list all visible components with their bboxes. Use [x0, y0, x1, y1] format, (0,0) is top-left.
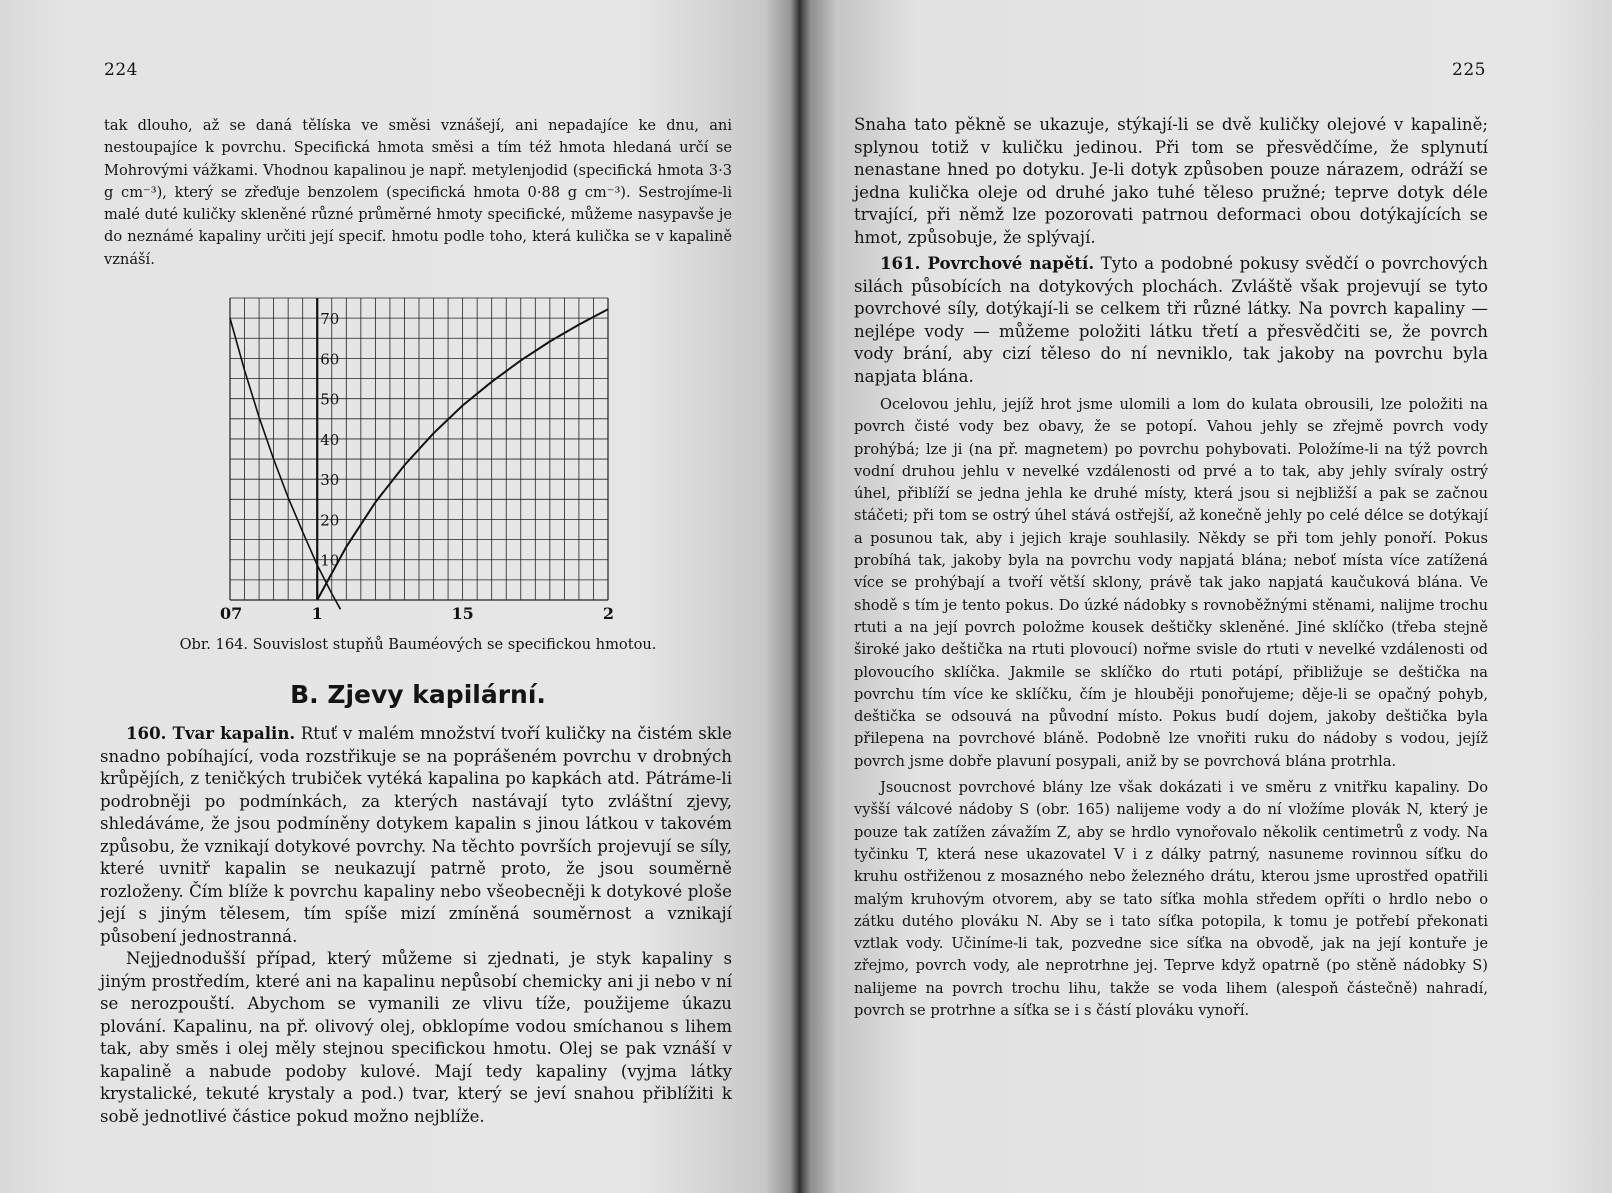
- section-heading: B. Zjevy kapilární.: [290, 680, 546, 709]
- right-page: [804, 0, 1612, 1193]
- y-tick-label: 70: [320, 310, 340, 329]
- x-tick-label: 2: [602, 604, 614, 623]
- paragraph-161: [854, 252, 1488, 388]
- y-tick-label: 60: [320, 350, 340, 369]
- y-tick-label: 50: [320, 390, 340, 409]
- paragraph-160-text-2: Nejjednodušší případ, který můžeme si zjednati, je styk kapaliny s jiným prostředím, které ani na kapalinu nepůsobí chemicky ani ji nebo v ní se nerozpouští. Abychom se vymanili ze vlivu tíže, použijeme úkazu plování. Kapalinu, na př. olivový olej, obklopíme vodou smíchanou s lihem tak, aby směs i olej měly stejnou specifickou hmotu. Olej se pak vznáší v kapalině a nabude podoby kulové. Mají tedy kapaliny (vyjma látky krystalické, tekuté krystaly a pod.) tvar, který se jeví snahou přiblížiti k sobě jednotlivé částice pokud možno nejblíže.: [100, 949, 732, 1126]
- small-print-block: [854, 394, 1488, 1022]
- left-top-paragraph: [104, 115, 732, 271]
- page-number-left: 224: [104, 60, 138, 80]
- x-tick-label: 15: [451, 604, 474, 623]
- y-tick-label: 40: [320, 430, 340, 449]
- x-tick-label: 1: [311, 604, 323, 623]
- figure-164-chart: [216, 280, 636, 640]
- small-paragraph-2: Jsoucnost povrchové blány lze však dokázati i ve směru z vnitřku kapaliny. Do vyšší válcové nádoby S (obr. 165) nalijeme vody a do ní vložíme plovák N, který je pouze tak zatížen závažím Z, aby se hrdlo vynořovalo několik centimetrů z vody. Na tyčinku T, která nese ukazovatel V i z dálky patrný, nasuneme rovinnou síťku do kruhu ostřiženou z mosazného nebo železného drátu, kterou jsme uprostřed opatřili malým kruhovým otvorem, aby se tato síťka mohla středem opříti o hrdlo nebo o zátku dutého plováku N. Aby se i tato síťka potopila, k tomu je potřebí překonati vztlak vody. Učiníme-li tak, pozvedne sice síťka na obvodě, jak na její kontuře je zřejmo, povrch vody, ale neprotrhne jej. Teprve když opatrně (po stěně nádobky S) nalijeme na povrch trochu lihu, takže se voda lihem (alespoň částečně) nahradí, povrch se protrhne a síťka se i s částí plováku vynoří.: [854, 779, 1488, 1020]
- y-tick-label: 10: [320, 551, 340, 570]
- paragraph-161-heading: 161. Povrchové napětí.: [880, 253, 1095, 273]
- y-tick-label: 20: [320, 511, 340, 530]
- paragraph-160: [100, 722, 732, 1128]
- chart-labels: [220, 310, 614, 623]
- book-gutter: [790, 0, 812, 1193]
- page-number-right: 225: [1452, 60, 1486, 80]
- paragraph-161-text: Tyto a podobné pokusy svědčí o povrchových silách působících na dotykových plochách. Zvláště však projevují se tyto povrchové síly, dotýkají-li se celkem tři různé látky. Na povrch kapaliny — nejlépe vody — můžeme položiti látku třetí a přesvědčiti se, že povrch vody brání, aby cizí těleso do ní nevniklo, tak jakoby na povrchu byla napjata blána.: [854, 254, 1488, 386]
- figure-caption: Obr. 164. Souvislost stupňů Bauméových se specifickou hmotou.: [179, 636, 657, 653]
- left-top-paragraph-text: tak dlouho, až se daná tělíska ve směsi vznášejí, ani nepadajíce ke dnu, ani nestoupajíce k povrchu. Specifická hmota směsi a tím též hmota hledaná určí se Mohrovými vážkami. Vhodnou kapalinou je např. metylenjodid (specifická hmota 3·3 g cm⁻³), který se zřeďuje benzolem (specifická hmota 0·88 g cm⁻³). Sestrojíme-li malé duté kuličky skleněné různé průměrné hmoty specifické, můžeme nasypavše je do neznámé kapaliny určiti její specif. hmotu podle toho, která kulička se v kapalině vznáší.: [104, 117, 732, 268]
- small-paragraph-1: Ocelovou jehlu, jejíž hrot jsme ulomili a lom do kulata obrousili, lze položiti na povrch čisté vody bez obavy, že se potopí. Vahou jehly se zřejmě povrch vody prohýbá; lze ji (na př. magnetem) po povrchu pohybovati. Položíme-li na týž povrch vodní druhou jehlu v nevelké vzdálenosti od prvé a to tak, aby jehly svíraly ostrý úhel, přiblíží se jedna jehla ke druhé místy, která jsou si nejbližší a pak se začnou stáčeti; při tom se ostrý úhel stává ostřejší, až konečně jehly po celé délce se dotýkají a posunou tak, aby i jejich kraje souhlasily. Někdy se při tom jehly ponoří. Pokus probíhá tak, jakoby byla na povrchu vody napjatá blána; neboť místa více zatížená více se prohýbají a tvoří větší sklony, právě tak jako napjatá kaučuková blána. Ve shodě s tím je tento pokus. Do úzké nádobky s rovnoběžnými stěnami, nalijme trochu rtuti a na její povrch položme kousek deštičky skleněné. Jiné sklíčko (třeba stejně široké jako deštička na rtuti plovoucí) nořme svisle do rtuti v nevelké vzdálenosti od plovoucího sklíčka. Jakmile se sklíčko do rtuti potápí, přibližuje se deštička na povrchu tím více ke sklíčku, čím je hlouběji ponořujeme; děje-li se opačný pohyb, deštička se odsouvá na původní místo. Pokus budí dojem, jakoby deštička byla přilepena na povrchové bláně. Podobně lze vnořiti ruku do nádoby s vodou, jejíž povrch jsme dobře plavuní posypali, aniž by se povrchová blána protrhla.: [854, 396, 1488, 770]
- x-tick-label: 07: [220, 604, 243, 623]
- paragraph-160-text: Rtuť v malém množství tvoří kuličky na čistém skle snadno pobíhající, voda rozstřikuje se na poprášeném povrchu v drobných krůpějích, z teničkých trubiček vytéká kapalina po kapkách atd. Pátráme-li podrobněji po podmínkách, za kterých nastávají tyto zvláštní zjevy, shledáváme, že jsou podmíněny dotykem kapalin s jinou látkou v takovém způsobu, že vznikají dotykové povrchy. Na těchto površích projevují se síly, které uvnitř kapalin se neukazují patrně proto, že jsou souměrně rozloženy. Čím blíže k povrchu kapaliny nebo všeobecněji k dotykové ploše její s jiným tělesem, tím spíše mizí zmíněná souměrnost a vznikají působení jednostranná.: [100, 724, 732, 946]
- left-page: [0, 0, 796, 1193]
- right-top-paragraph-text: Snaha tato pěkně se ukazuje, stýkají-li se dvě kuličky olejové v kapalině; splynou totiž v kuličku jedinou. Při tom se přesvědčíme, že splynutí nenastane hned po dotyku. Je-li dotyk způsoben pouze nárazem, odráží se jedna kulička oleje od druhé jako tuhé těleso pružné; teprve dotyk déle trvající, při němž lze pozorovati patrnou deformaci obou dotýkajících se hmot, způsobuje, že splývají.: [854, 115, 1488, 247]
- y-tick-label: 30: [320, 471, 340, 490]
- paragraph-160-heading: 160. Tvar kapalin.: [126, 723, 296, 743]
- right-top-paragraph: [854, 114, 1488, 249]
